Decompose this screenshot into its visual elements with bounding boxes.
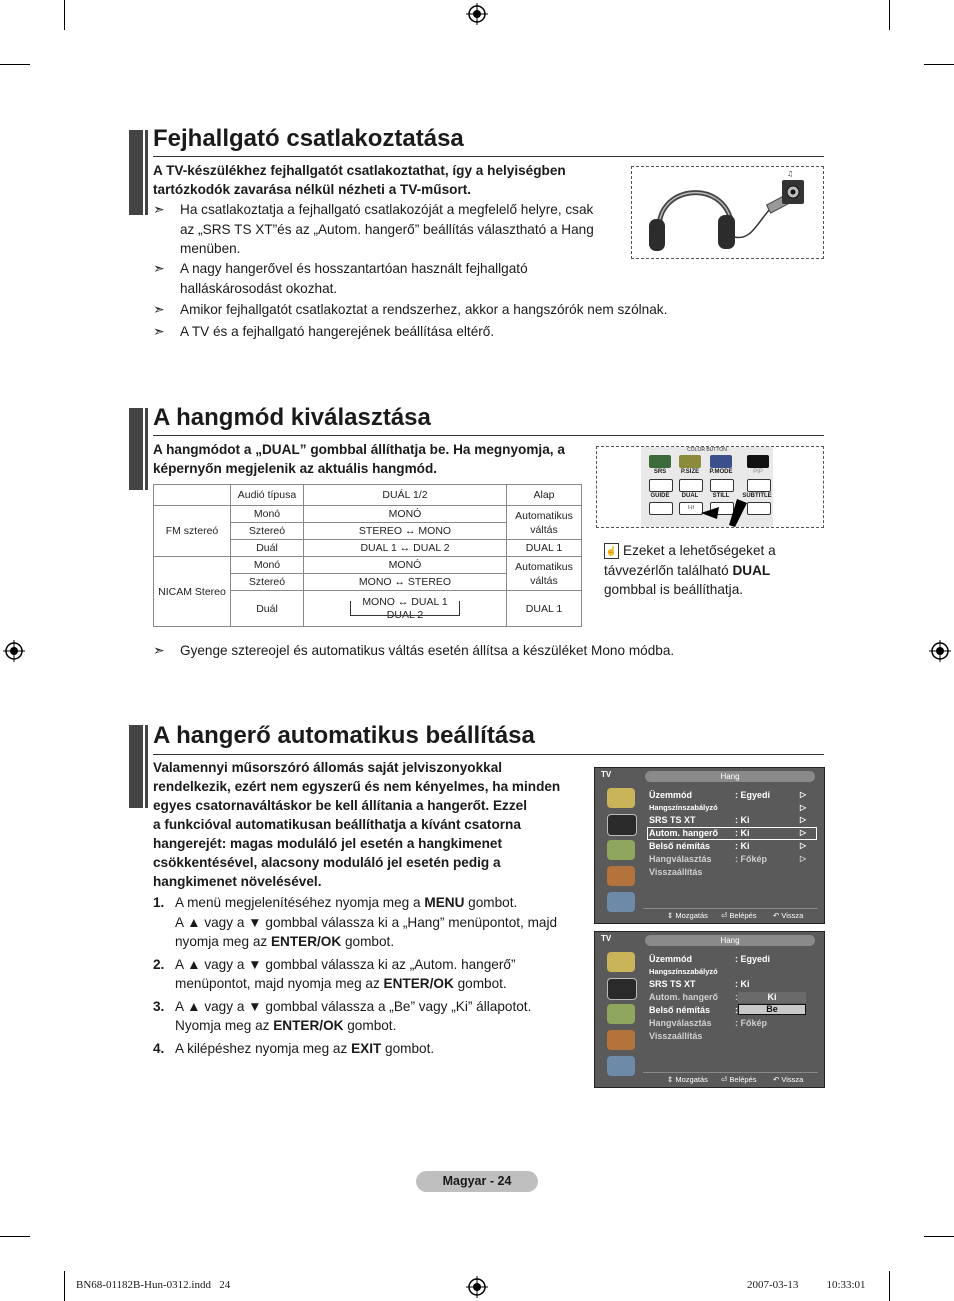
menu-tab-hang[interactable]: Hang (645, 935, 815, 946)
table-cell: Automatikus váltás (507, 506, 582, 540)
menu-tab-hang[interactable]: Hang (645, 771, 815, 782)
headphone-illustration (631, 166, 824, 259)
remote-label: P.SIZE (680, 469, 700, 475)
green-button[interactable] (649, 455, 671, 468)
note-arrow-icon: ➣ (153, 260, 165, 276)
steps-list (153, 893, 583, 1061)
table-cell: Sztereó (231, 523, 304, 540)
table-cell: DUAL 1 ↔ DUAL 2 (304, 540, 507, 557)
table-cell: NICAM Stereo (154, 557, 231, 627)
table-cell: DUAL 1 (507, 591, 582, 627)
table-cell: Duál (231, 540, 304, 557)
table-cell: Monó (231, 506, 304, 523)
crop-mark (64, 0, 65, 30)
picture-icon[interactable] (607, 788, 635, 808)
note-arrow-icon: ➣ (153, 642, 165, 658)
crop-mark (0, 64, 30, 65)
menu-item[interactable]: Üzemmód : Egyedi (649, 954, 771, 964)
table-cell: MONO ↔ DUAL 1 DUAL 2 (304, 591, 507, 627)
headphones-icon (632, 167, 823, 258)
crop-mark (889, 1271, 890, 1301)
list-item: 4. A kilépéshez nyomja meg az EXIT gombot. (153, 1040, 435, 1056)
list-item: 1. A menü megjelenítéséhez nyomja meg a MENU gombot. A ▲ vagy a ▼ gombbal válassza ki a „Hang” menüpontot, majd nyomja meg az ENTER/OK gombot. (153, 895, 558, 949)
dual-side-note: ☝ Ezeket a lehetőségeket a távvezérlőn található DUAL gombbal is beállíthatja. (604, 543, 776, 597)
table-cell: Duál (231, 591, 304, 627)
note-arrow-icon: ➣ (153, 201, 165, 217)
menu-footer: ⇕ Mozgatás ⏎ Belépés ↶ Vissza (643, 1072, 818, 1085)
section-title-auto-volume: A hangerő automatikus beállítása (153, 722, 535, 749)
pmode-button[interactable] (710, 479, 734, 492)
pip-mode-button[interactable] (747, 479, 771, 492)
section-bar (129, 408, 145, 490)
section2-intro: A hangmódot a „DUAL” gombbal állíthatja be. Ha megnyomja, a képernyőn megjelenik az aktuális hangmód. (153, 442, 565, 476)
registration-mark-icon (466, 3, 488, 25)
remote-label: PIP (753, 469, 763, 475)
list-item: 2. A ▲ vagy a ▼ gombbal válassza ki az „Autom. hangerő” menüpontot, majd nyomja meg az ENTER/OK gombot. (153, 956, 516, 991)
table-cell: Sztereó (231, 574, 304, 591)
sound-icon[interactable] (607, 978, 637, 1000)
table-cell: MONÓ (304, 557, 507, 574)
page-number-badge: Magyar - 24 (416, 1171, 538, 1192)
remote-label: P.MODE (709, 469, 733, 475)
sound-icon[interactable] (607, 814, 637, 836)
pointer-arrow-icon (695, 499, 750, 527)
srs-button[interactable] (649, 479, 673, 492)
note-arrow-icon: ➣ (153, 323, 165, 339)
menu-sidebar (598, 948, 642, 1078)
menu-tv-label: TV (601, 934, 612, 943)
section-rule (153, 435, 824, 436)
note-arrow-icon: ➣ (153, 301, 165, 317)
timestamp: 2007-03-13 ￿￿ 10:33:01 (747, 1279, 866, 1291)
blue-button[interactable] (710, 455, 732, 468)
section-rule (153, 156, 824, 157)
section-title-sound-mode: A hangmód kiválasztása (153, 404, 431, 431)
setup-icon[interactable] (607, 866, 635, 886)
table-cell: Monó (231, 557, 304, 574)
table-header: Alap (507, 485, 582, 506)
menu-sidebar (598, 784, 642, 914)
picture-icon[interactable] (607, 952, 635, 972)
tv-menu-panel (594, 767, 825, 924)
section-bar (129, 130, 145, 215)
menu-item[interactable]: SRS TS XT : Ki ▷ (649, 815, 807, 825)
menu-footer: ⇕ Mozgatás ⏎ Belépés ↶ Vissza (643, 908, 818, 921)
crop-mark (924, 64, 954, 65)
menu-item[interactable]: Belső némítás : (649, 1005, 738, 1015)
menu-item[interactable]: Hangszínszabályzó ▷ (649, 803, 807, 812)
menu-item[interactable]: SRS TS XT : Ki (649, 979, 750, 989)
list-item: 3. A ▲ vagy a ▼ gombbal válassza a „Be” vagy „Ki” állapotot. Nyomja meg az ENTER/OK gombot. (153, 998, 532, 1033)
channel-icon[interactable] (607, 1004, 635, 1024)
input-icon[interactable] (607, 892, 635, 912)
table-cell: FM sztereó (154, 506, 231, 557)
section1-intro: A TV-készülékhez fejhallgatót csatlakoztathat, így a helyiségben tartózkodók zavarása nélkül nézheti a TV-műsort. (153, 163, 566, 197)
setup-icon[interactable] (607, 1030, 635, 1050)
subtitle-button[interactable] (747, 502, 771, 515)
remote-label: SRS (653, 469, 667, 475)
hand-note-icon: ☝ (604, 543, 619, 559)
menu-item[interactable]: Visszaállítás (649, 1031, 703, 1041)
remote-illustration (596, 446, 824, 528)
remote-top-label: COLOR BUTTON (687, 447, 727, 453)
table-cell: MONÓ (304, 506, 507, 523)
remote-label: SUBTITLE (742, 493, 772, 499)
crop-mark (0, 1236, 30, 1237)
menu-tv-label: TV (601, 770, 612, 779)
section-title-headphones: Fejhallgató csatlakoztatása (153, 125, 464, 152)
crop-mark (889, 0, 890, 30)
psize-button[interactable] (679, 479, 703, 492)
svg-text:♫: ♫ (787, 170, 794, 178)
guide-button[interactable] (649, 502, 673, 515)
menu-item[interactable]: Visszaállítás (649, 867, 703, 877)
option-ki[interactable]: Ki (738, 992, 806, 1003)
section3-intro: Valamennyi műsorszóró állomás saját jelviszonyokkal rendelkezik, ezért nem egyszerű és nem kényelmes, ha minden egyes csatornaváltáskor be kell állítania a hangerőt. Ezzel a funkcióval automatikusan beállíthatja a kívánt csatorna hangerejét: magas moduláló jel esetén a hangkimenet csökkentésével, alacsony moduláló jel esetén pedig a hangkimenet növelésével. (153, 760, 561, 889)
table-cell: DUAL 1 (507, 540, 582, 557)
menu-item[interactable]: Hangválasztás : Főkép (649, 1018, 768, 1028)
table-header: DUÁL 1/2 (304, 485, 507, 506)
channel-icon[interactable] (607, 840, 635, 860)
crop-mark (924, 1236, 954, 1237)
crop-mark (64, 1271, 65, 1301)
file-info: BN68-01182B-Hun-0312.indd 24 (76, 1279, 231, 1291)
dual-button[interactable]: I-II (679, 502, 703, 515)
pip-button[interactable] (747, 455, 769, 468)
table-header (154, 485, 231, 506)
table-cell: MONO ↔ STEREO (304, 574, 507, 591)
table-header: Audió típusa (231, 485, 304, 506)
remote-label: DUAL (681, 493, 699, 499)
remote-label: GUIDE (650, 493, 670, 499)
menu-item-selected[interactable]: Autom. hangerő : Ki ▷ (649, 828, 807, 838)
registration-mark-icon (929, 640, 951, 662)
sound-mode-table (153, 484, 582, 627)
table-cell: Automatikus váltás (507, 557, 582, 591)
registration-mark-icon (466, 1276, 488, 1298)
yellow-button[interactable] (679, 455, 701, 468)
menu-item[interactable]: Hangszínszabályzó (649, 967, 718, 976)
remote-label: STILL (712, 493, 730, 499)
table-cell: STEREO ↔ MONO (304, 523, 507, 540)
menu-item[interactable]: Üzemmód : Egyedi ▷ (649, 790, 807, 800)
tv-menu-panel (594, 931, 825, 1088)
menu-item[interactable]: Autom. hangerő : (649, 992, 738, 1002)
registration-mark-icon (3, 640, 25, 662)
section-rule (153, 754, 824, 755)
menu-item[interactable]: Belső némítás : Ki ▷ (649, 841, 807, 851)
menu-item[interactable]: Hangválasztás : Főkép ▷ (649, 854, 807, 864)
input-icon[interactable] (607, 1056, 635, 1076)
option-be-selected[interactable]: Be (738, 1004, 806, 1015)
section-bar (129, 725, 145, 808)
